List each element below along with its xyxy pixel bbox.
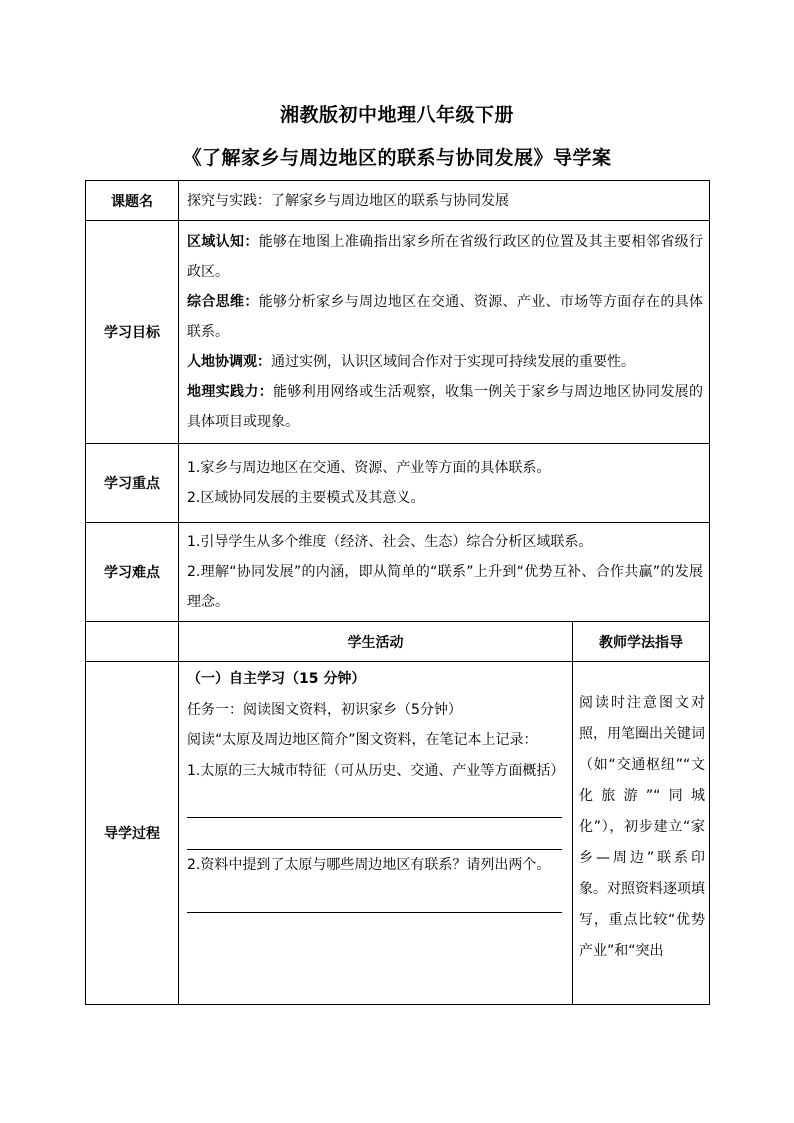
goal-item (187, 347, 703, 377)
goal-text: 能够利用网络或生活观察，收集一例关于家乡与周边地区协同发展的具体项目或现象。 (187, 384, 704, 430)
question-2: 2.资料中提到了太原与哪些周边地区有联系？请列出两个。 (187, 857, 551, 873)
document-title: 湘教版初中地理八年级下册 (279, 104, 514, 126)
study-guide-table (85, 180, 710, 1005)
section-heading: （一）自主学习（15 分钟） (187, 671, 366, 687)
answer-line[interactable] (187, 818, 562, 850)
document-subtitle: 《了解家乡与周边地区的联系与协同发展》导学案 (182, 147, 612, 169)
goals-content (179, 221, 710, 444)
answer-line[interactable] (187, 786, 562, 818)
goal-item (187, 287, 703, 347)
difficulties-content (179, 523, 710, 622)
topic-row (86, 181, 710, 221)
goal-term: 区域认知： (187, 234, 259, 250)
process-row (86, 662, 710, 1005)
goal-text: 通过实例，认识区域间合作对于实现可持续发展的重要性。 (271, 354, 635, 370)
goal-item (187, 377, 703, 437)
student-activity-header: 学生活动 (179, 622, 573, 662)
student-activity-cell (179, 662, 573, 1005)
goal-text: 能够分析家乡与周边地区在交通、资源、产业、市场等方面存在的具体联系。 (187, 294, 704, 340)
key-points-label: 学习重点 (86, 444, 179, 523)
goal-term: 人地协调观： (187, 354, 271, 370)
difficulty-item: 2.理解“协同发展”的内涵，即从简单的“联系”上升到“优势互补、合作共赢”的发展理念。 (187, 564, 703, 610)
answer-line[interactable] (187, 881, 562, 913)
goal-term: 地理实践力： (187, 384, 274, 400)
difficulties-label: 学习难点 (86, 523, 179, 622)
key-point-item: 1.家乡与周边地区在交通、资源、产业等方面的具体联系。 (187, 460, 551, 476)
teacher-guidance-cell: 阅读时注意图文对照，用笔圈出关键词（如“交通枢纽”“文化旅游”“同城化”），初步建立“家乡—周边”联系印象。对照资料逐项填写，重点比较“优势产业”和“突出 (573, 662, 710, 1005)
difficulty-item: 1.引导学生从多个维度（经济、社会、生态）综合分析区域联系。 (187, 534, 593, 550)
goals-label: 学习目标 (86, 221, 179, 444)
key-points-row (86, 444, 710, 523)
goal-text: 能够在地图上准确指出家乡所在省级行政区的位置及其主要相邻省级行政区。 (187, 234, 704, 280)
topic-value: 探究与实践：了解家乡与周边地区的联系与协同发展 (179, 181, 710, 221)
question-1: 1.太原的三大城市特征（可从历史、交通、产业等方面概括） (187, 762, 565, 779)
column-header-row (86, 622, 710, 662)
goal-term: 综合思维： (187, 294, 259, 310)
goals-row (86, 221, 710, 444)
difficulties-row (86, 523, 710, 622)
key-points-content (179, 444, 710, 523)
process-label: 导学过程 (86, 662, 179, 1005)
key-point-item: 2.区域协同发展的主要模式及其意义。 (187, 490, 425, 506)
task-intro: 阅读“太原及周边地区简介”图文资料，在笔记本上记录： (187, 732, 538, 748)
goal-item (187, 227, 703, 287)
teacher-guidance-header: 教师学法指导 (573, 622, 710, 662)
empty-header-cell (86, 622, 179, 662)
task-heading: 任务一：阅读图文资料，初识家乡（5分钟） (187, 701, 462, 718)
topic-label: 课题名 (86, 181, 179, 221)
